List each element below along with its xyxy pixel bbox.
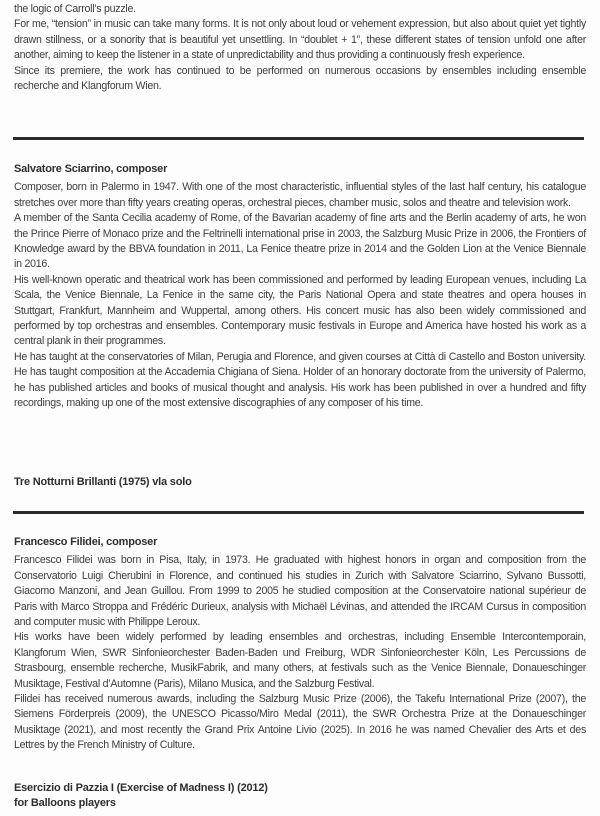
intro-paragraph-premiere: Since its premiere, the work has continued to be performed on numerous occasions by ensembles including ensemble recherche and Klangforum Wien. — [14, 64, 586, 93]
intro-paragraph-tension: For me, “tension” in music can take many forms. It is not only about loud or vehement expression, but also about quiet yet tightly drawn stillness, or a sonority that is beautiful yet unsettling. In “doublet + 1”, these different states of tension unfold one after another, aiming to keep the listener in a state of unpredictability and thus providing a continuously fresh experience. — [14, 18, 586, 62]
sciarrino-paragraph-venues: His well-known operatic and theatrical work has been commissioned and performed by leading European venues, including La Scala, the Venice Biennale, La Fenice in the same city, the Paris National Opera and state theatres and opera houses in Stuttgart, Frankfurt, Mannheim and Wuppertal, among others. His concert music has also been widely commissioned and performed by top orchestras and ensembles. Contemporary music festivals in Europe and America have hosted his work as a central plank in their programmes. — [14, 273, 586, 348]
sciarrino-paragraph-teaching: He has taught at the conservatories of Milan, Perugia and Florence, and given courses at Città di Castello and Boston university. He has taught composition at the Accademia Chigiana of Siena. Holder of an honorary doctorate from the university of Palermo, he has published articles and books of musical thought and analysis. His work has been published in over a hundred and fifty recordings, making up one of the most extensive discographies of any composer of his time. — [14, 350, 586, 410]
filidei-paragraph-bio: Francesco Filidei was born in Pisa, Italy, in 1973. He graduated with highest honors in organ and composition from the Conservatorio Luigi Cherubini in Florence, and continued his studies in Zurich with Salvatore Sciarrino, Sylvano Bussotti, Giacomo Manzoni, and Jean Guillou. From 1999 to 2005 he studied composition at the Conservatoire national supérieur de Paris with Marco Stroppa and Frédéric Durieux, analysis with Michaël Lévinas, and attended the IRCAM Cursus in composition and computer music with Philippe Leroux. — [14, 554, 586, 629]
work-subtitle-balloons: for Balloons players — [14, 797, 116, 810]
sciarrino-paragraph-bio: Composer, born in Palermo in 1947. With one of the most characteristic, influential styles of the last half century, his catalogue stretches over more than fifty years creating operas, orchestral pieces, chamber music, solos and theatre and television work. — [14, 181, 586, 209]
filidei-section — [14, 535, 586, 754]
composer-heading-sciarrino: Salvatore Sciarrino, composer — [14, 163, 168, 175]
filidei-paragraph-performances: His works have been widely performed by leading ensembles and orchestras, including Ensemble Intercontemporain, Klangforum Wien, SWR Sinfonieorchester Baden-Baden und Freiburg, WDR Sinfonieorchester Köln, Les Percussions de Strasbourg, ensemble recherche, MusikFabrik, and many others, at festivals such as the Venice Biennale, Donaueschinger Musiktage, Festival d’Automne (Paris), Milano Musica, and the Salzburg Festival. — [14, 631, 586, 690]
esercizio-section — [14, 781, 586, 812]
composer-heading-filidei: Francesco Filidei, composer — [14, 536, 158, 548]
work-title-tre-notturni: Tre Notturni Brillanti (1975) vla solo — [14, 476, 192, 488]
sciarrino-section — [14, 162, 586, 412]
work-title-esercizio: Esercizio di Pazzia I (Exercise of Madness I) (2012) — [14, 782, 268, 794]
intro-section — [14, 2, 586, 94]
filidei-paragraph-awards: Filidei has received numerous awards, including the Salzburg Music Prize (2006), the Takefu International Prize (2007), the Siemens Förderpreis (2009), the UNESCO Picasso/Miro Medal (2011), the SWR Orchestra Prize at the Donaueschinger Musiktage (2021), and most recently the Grand Prix Antoine Livio (2025). In 2016 he was named Chevalier des Arts et des Lettres by the French Ministry of Culture. — [14, 693, 586, 752]
section-divider-2 — [13, 511, 584, 514]
section-divider-1 — [13, 137, 584, 140]
intro-paragraph-carroll: the logic of Carroll’s puzzle. — [14, 3, 136, 15]
sciarrino-paragraph-awards: A member of the Santa Cecilia academy of Rome, of the Bavarian academy of fine arts and the Berlin academy of arts, he won the Prince Pierre of Monaco prize and the Feltrinelli international prise in 2003, the Salzburg Music Prize in 2006, the Frontiers of Knowledge award by the BBVA foundation in 2011, La Fenice theatre prize in 2014 and the Golden Lion at the Venice Biennale in 2016. — [14, 212, 586, 271]
